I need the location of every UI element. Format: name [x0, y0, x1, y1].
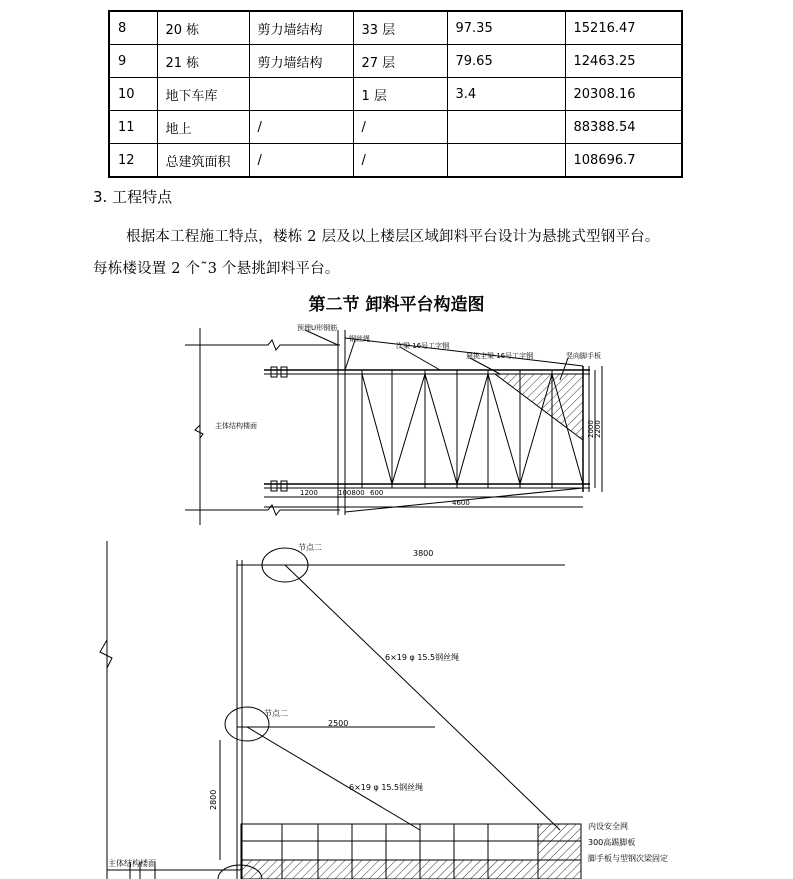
table-cell: 地上 — [157, 111, 249, 144]
platform-end-hatch — [538, 824, 581, 879]
table-cell: 88388.54 — [565, 111, 682, 144]
elev-break-mark — [100, 640, 112, 668]
table-cell: 108696.7 — [565, 144, 682, 178]
label-node-top: 节点二 — [298, 543, 322, 552]
section-heading: 3. 工程特点 — [93, 188, 173, 206]
dim-4600: 4600 — [452, 499, 470, 507]
table-cell: 剪力墙结构 — [249, 45, 353, 78]
table-cell: 12463.25 — [565, 45, 682, 78]
wire-rope-top — [345, 338, 583, 366]
label-main-beam: 悬挑主梁 16号工字钢 — [466, 352, 534, 360]
table-cell: 剪力墙结构 — [249, 11, 353, 45]
label-node-lower: 节点二 — [264, 709, 288, 718]
label-secondary-beam: 次梁 16号工字钢 — [396, 342, 450, 350]
table-cell: 12 — [109, 144, 157, 178]
leader-line — [305, 330, 338, 345]
table-cell: / — [249, 144, 353, 178]
dim-100-800: 100800 — [338, 489, 365, 497]
dim-2800: 2800 — [209, 789, 218, 810]
label-rope-1: 6×19 φ 15.5钢丝绳 — [385, 653, 460, 662]
label-rope-2: 6×19 φ 15.5钢丝绳 — [349, 783, 424, 792]
table-cell: 79.65 — [447, 45, 565, 78]
label-safety-net: 内设安全网 — [588, 822, 628, 831]
embedded-ring — [271, 367, 277, 377]
dim-2200: 2200 — [594, 420, 602, 438]
table-cell: 11 — [109, 111, 157, 144]
embedded-ring — [271, 481, 277, 491]
paragraph-line-2: 每栋楼设置 2 个˜3 个悬挑卸料平台。 — [93, 261, 340, 277]
label-structure-floor-elev: 主体结构楼面 — [108, 859, 156, 868]
leader-line — [470, 358, 500, 374]
toe-board-hatch — [495, 374, 583, 440]
table-cell: / — [353, 111, 447, 144]
label-embedded-ring: 预埋U形钢筋 — [297, 324, 338, 332]
dim-1200: 1200 — [300, 489, 318, 497]
table-cell: 9 — [109, 45, 157, 78]
label-wire-rope: 钢丝绳 — [349, 335, 370, 343]
plan-labels — [215, 323, 602, 507]
dim-600: 600 — [370, 489, 384, 497]
table-cell: 8 — [109, 11, 157, 45]
paragraph-line-1: 根据本工程施工特点，楼栋 2 层及以上楼层区域卸料平台设计为悬挑式型钢平台。 — [126, 229, 660, 245]
table-cell: 1 层 — [353, 78, 447, 111]
table-cell: 15216.47 — [565, 11, 682, 45]
label-structure-floor: 主体结构楼面 — [215, 422, 257, 430]
leader-line — [345, 340, 355, 370]
table-cell: 20308.16 — [565, 78, 682, 111]
table-cell: 27 层 — [353, 45, 447, 78]
dim-2500: 2500 — [328, 719, 349, 728]
plan-break-top — [185, 340, 340, 350]
platform-toe-hatch — [241, 860, 538, 879]
table-cell: / — [353, 144, 447, 178]
table-cell: 总建筑面积 — [157, 144, 249, 178]
table-cell: 3.4 — [447, 78, 565, 111]
embedded-ring — [281, 481, 287, 491]
elevation-labels — [108, 542, 668, 868]
plan-break-mark — [195, 425, 203, 438]
table-cell: 10 — [109, 78, 157, 111]
chapter-title: 第二节 卸料平台构造图 — [308, 295, 485, 315]
label-toe-board: 竖向脚手板 — [566, 352, 601, 360]
label-toe-board: 300高踢脚板 — [588, 838, 636, 847]
embedded-ring — [281, 367, 287, 377]
table-cell: 20 栋 — [157, 11, 249, 45]
table-cell: 地下车库 — [157, 78, 249, 111]
table-cell: 33 层 — [353, 11, 447, 45]
dim-3800: 3800 — [413, 549, 434, 558]
leader-line — [400, 347, 440, 370]
wire-rope-short — [247, 727, 420, 830]
table-cell: / — [249, 111, 353, 144]
elevation-view — [100, 541, 581, 879]
table-cell: 97.35 — [447, 11, 565, 45]
dim-2000: 2000 — [587, 420, 595, 438]
label-scaffold: 脚手板与型钢次梁固定 — [588, 854, 668, 863]
table-cell: 21 栋 — [157, 45, 249, 78]
